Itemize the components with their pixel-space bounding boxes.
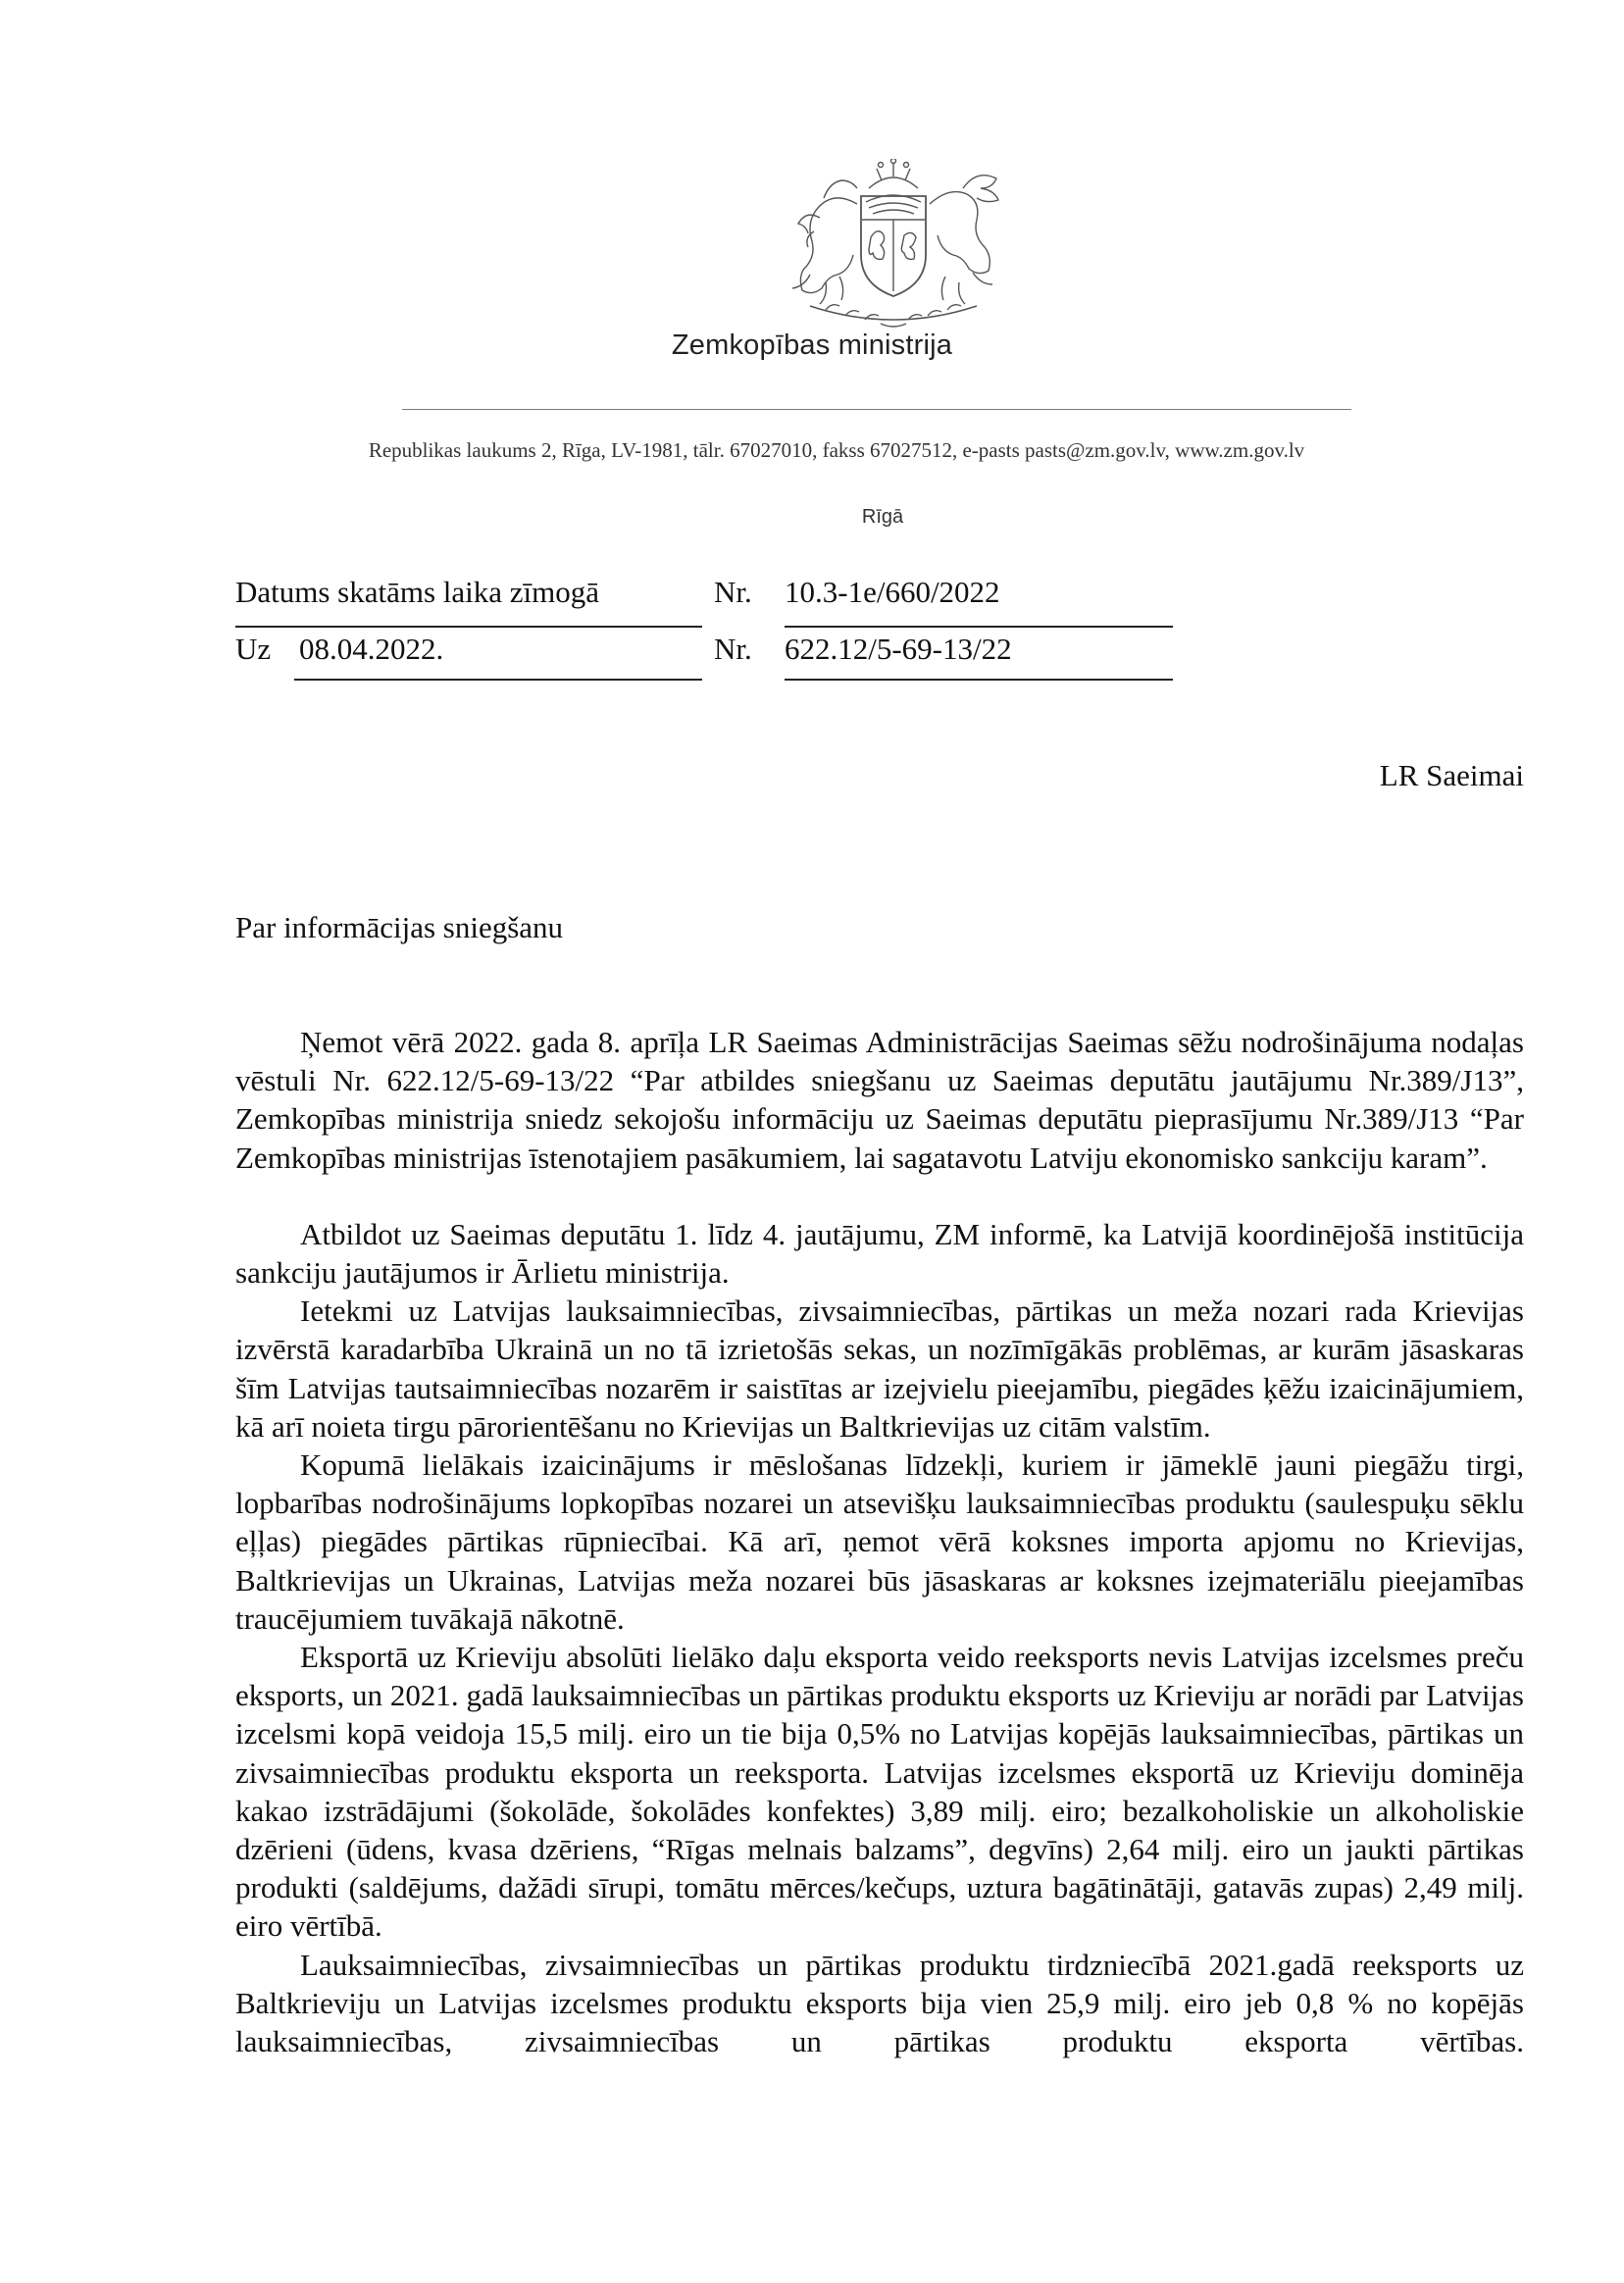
nr-label: Nr. (714, 575, 752, 609)
uz-label: Uz (235, 632, 272, 666)
recipient: LR Saeimai (1379, 758, 1524, 792)
document-number: 10.3-1e/660/2022 (785, 575, 1000, 609)
reference-date: 08.04.2022. (299, 632, 444, 666)
reference-number: 622.12/5-69-13/22 (785, 632, 1012, 666)
body-paragraph: Ietekmi uz Latvijas lauksaimniecības, zivsaimniecības, pārtikas un meža nozari rada Krievijas izvērstā karadarbība Ukrainā un no tā izrietošās sekas, un nozīmīgākās problēmas, ar kurām jāsaskaras šīm Latvijas tautsaimniecības nozarēm ir saistītas ar izejvielu pieejamību, piegādes ķēžu izaicinājumiem, kā arī noieta tirgu pārorientēšanu no Krievijas un Baltkrievijas uz citām valstīm. (235, 1294, 1524, 1444)
coat-of-arms-icon (771, 159, 1016, 330)
reference-number-underline (785, 679, 1173, 681)
city-label: Rīgā (861, 506, 904, 528)
body-paragraph: Lauksaimniecības, zivsaimniecības un pārtikas produktu tirdzniecībā 2021.gadā reeksports uz Baltkrieviju un Latvijas izcelsmes produktu eksports bija vien 25,9 milj. eiro jeb 0,8 % no kopējās lauksaimniecības, zivsaimniecības un pārtikas produktu eksporta vērtības. (235, 1947, 1524, 2059)
address-line: Republikas laukums 2, Rīga, LV-1981, tālr. 67027010, fakss 67027512, e-pasts pasts@zm.gov.lv, www.zm.gov.lv (368, 438, 1305, 462)
body-paragraph: Kopumā lielākais izaicinājums ir mēslošanas līdzekļi, kuriem ir jāmeklē jauni piegāžu tirgi, lopbarības nodrošinājums lopkopības nozarei un atsevišķu lauksaimniecības produktu (saulespuķu sēklu eļļas) piegādes pārtikas rūpniecībai. Kā arī, ņemot vērā koksnes importa apjomu no Krievijas, Baltkrievijas un Ukrainas, Latvijas meža nozarei būs jāsaskaras ar koksnes izejmateriālu pieejamības traucējumiem tuvākajā nākotnē. (235, 1447, 1524, 1636)
nr-label-2: Nr. (714, 632, 752, 666)
ministry-name: Zemkopības ministrija (671, 330, 953, 361)
subject-line: Par informācijas sniegšanu (235, 910, 564, 944)
letter-body (235, 1023, 1524, 2060)
body-paragraph: Eksportā uz Krieviju absolūti lielāko daļu eksporta veido reeksports nevis Latvijas izcelsmes preču eksports, un 2021. gadā lauksaimniecības un pārtikas produktu eksports uz Krieviju ar norādi par Latvijas izcelsmi kopā veidoja 15,5 milj. eiro un tie bija 0,5% no Latvijas kopējās lauksaimniecības, pārtikas un zivsaimniecības produktu eksporta un reeksporta. Latvijas izcelsmes eksportā uz Krieviju dominēja kakao izstrādājumi (šokolāde, šokolādes konfektes) 3,89 milj. eiro; bezalkoholiskie un alkoholiskie dzērieni (ūdens, kvasa dzēriens, “Rīgas melnais balzams”, degvīns) 2,64 milj. eiro un jaukti pārtikas produkti (saldējums, dažādi sīrupi, tomātu mērces/kečups, uztura bagātinātāji, gatavās zupas) 2,49 milj. eiro vērtībā. (235, 1640, 1524, 1944)
date-label: Datums skatāms laika zīmogā (235, 575, 600, 609)
body-paragraph: Atbildot uz Saeimas deputātu 1. līdz 4. jautājumu, ZM informē, ka Latvijā koordinējošā institūcija sankciju jautājumos ir Ārlietu ministrija. (235, 1216, 1524, 1291)
date-underline (235, 626, 702, 628)
number-underline (785, 626, 1173, 628)
header-divider (402, 409, 1351, 410)
reference-date-underline (294, 679, 702, 681)
body-paragraph: Ņemot vērā 2022. gada 8. aprīļa LR Saeimas Administrācijas Saeimas sēžu nodrošinājuma nodaļas vēstuli Nr. 622.12/5-69-13/22 “Par atbildes sniegšanu uz Saeimas deputātu jautājumu Nr.389/J13”, Zemkopības ministrija sniedz sekojošu informāciju uz Saeimas deputātu pieprasījumu Nr.389/J13 “Par Zemkopības ministrijas īstenotajiem pasākumiem, lai sagatavotu Latviju ekonomisko sankciju karam”. (235, 1025, 1524, 1175)
